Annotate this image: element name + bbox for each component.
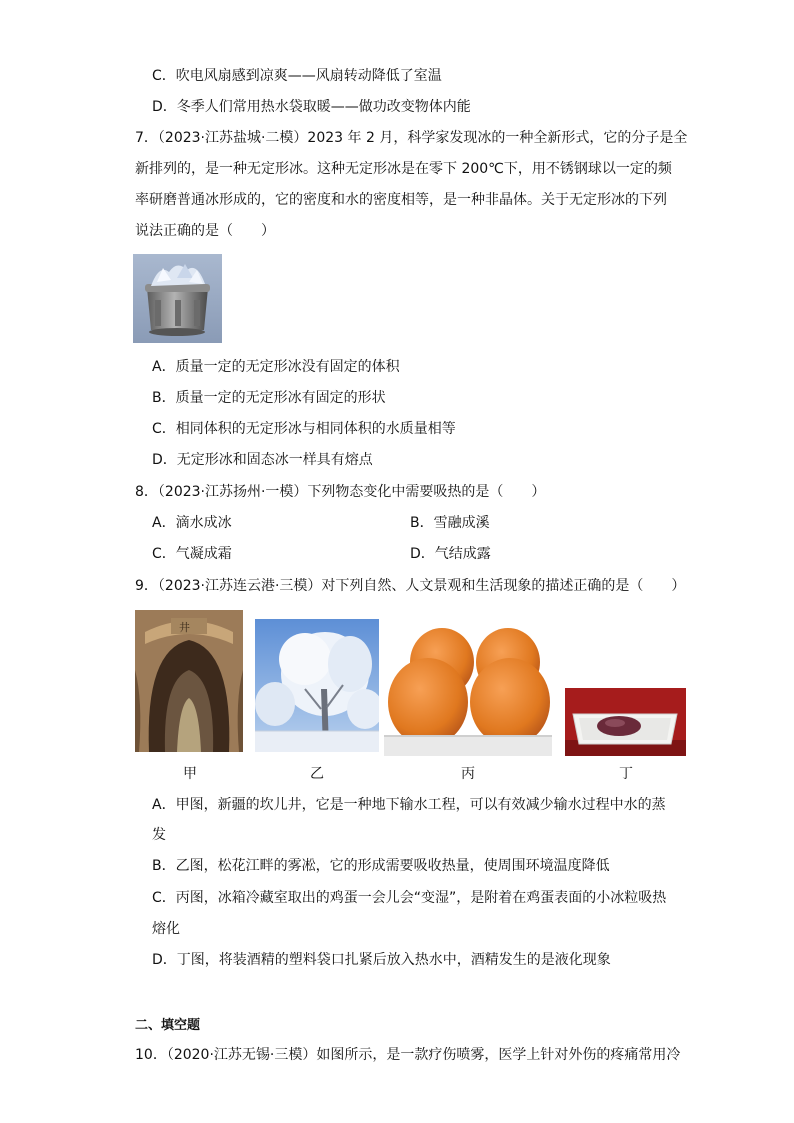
q7-stem-line-2: 新排列的，是一种无定形冰。这种无定形冰是在零下 200℃下，用不锈钢球以一定的频: [135, 161, 672, 177]
q9-stem: 9．（2023·江苏连云港·三模）对下列自然、人文景观和生活现象的描述正确的是（ ）: [135, 578, 686, 594]
q9-caption-jia: 甲: [183, 766, 197, 782]
q7-option-a: A．质量一定的无定形冰没有固定的体积: [152, 359, 400, 375]
q9-caption-yi: 乙: [310, 766, 324, 782]
q9-option-c-line-1: C．丙图，冰箱冷藏室取出的鸡蛋一会儿会“变湿”，是附着在鸡蛋表面的小冰粒吸热: [152, 890, 667, 906]
q8-option-d: D．气结成露: [410, 546, 491, 562]
q7-stem-line-3: 率研磨普通冰形成的，它的密度和水的密度相等，是一种非晶体。关于无定形冰的下列: [135, 192, 667, 208]
q8-stem: 8．（2023·江苏扬州·一模）下列物态变化中需要吸热的是（ ）: [135, 484, 546, 500]
q9-option-c-line-2: 熔化: [152, 921, 180, 937]
q10-stem: 10．（2020·江苏无锡·三模）如图所示，是一款疗伤喷雾，医学上针对外伤的疼痛常用冷: [135, 1047, 681, 1063]
q9-image-rime: [255, 619, 379, 752]
q7-amorphous-ice-image: [133, 254, 222, 343]
q8-option-a: A．滴水成冰: [152, 515, 232, 531]
q7-option-d: D．无定形冰和固态冰一样具有熔点: [152, 452, 373, 468]
q8-option-b: B．雪融成溪: [410, 515, 490, 531]
q9-option-a-line-2: 发: [152, 827, 166, 843]
section-title-fill-in: 二、填空题: [135, 1018, 201, 1033]
q7-option-c: C．相同体积的无定形冰与相同体积的水质量相等: [152, 421, 456, 437]
q7-option-b: B．质量一定的无定形冰有固定的形状: [152, 390, 386, 406]
q7-stem-line-1: 7．（2023·江苏盐城·二模）2023 年 2 月，科学家发现冰的一种全新形式，它的分子是全: [135, 130, 688, 146]
q9-caption-bing: 丙: [461, 766, 475, 782]
q9-image-karez: [135, 610, 243, 752]
q9-image-eggs: [384, 624, 552, 756]
q9-image-alcohol-bag: [565, 688, 686, 756]
q9-option-d: D．丁图，将装酒精的塑料袋口扎紧后放入热水中，酒精发生的是液化现象: [152, 952, 611, 968]
q9-option-a-line-1: A．甲图，新疆的坎儿井，它是一种地下输水工程，可以有效减少输水过程中水的蒸: [152, 797, 666, 813]
q9-option-b: B．乙图，松花江畔的雾凇，它的形成需要吸收热量，使周围环境温度降低: [152, 858, 610, 874]
q8-option-c: C．气凝成霜: [152, 546, 232, 562]
q9-caption-ding: 丁: [619, 766, 633, 782]
q6-option-d: D．冬季人们常用热水袋取暖——做功改变物体内能: [152, 99, 471, 115]
svg-text:井: 井: [179, 621, 190, 634]
q6-option-c: C．吹电风扇感到凉爽——风扇转动降低了室温: [152, 68, 442, 84]
q7-stem-line-4: 说法正确的是（ ）: [135, 223, 275, 239]
